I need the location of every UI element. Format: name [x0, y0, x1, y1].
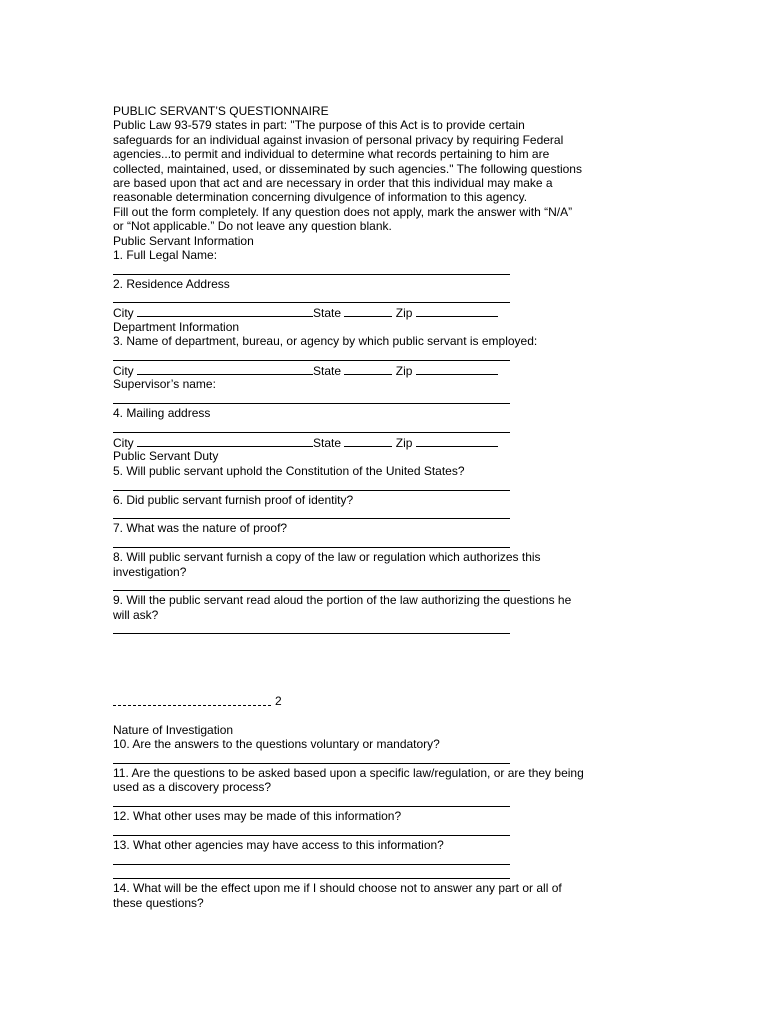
question-read-aloud-cont: will ask?: [113, 607, 159, 622]
question-specific-law: 11. Are the questions to be asked based upon a specific law/regulation, or are they being: [113, 766, 584, 781]
state-blank[interactable]: [344, 363, 392, 375]
section-gap: [113, 709, 633, 723]
city-label: City: [113, 364, 134, 379]
question-nature-of-proof: 7. What was the nature of proof?: [113, 521, 288, 536]
answer-line-supervisor[interactable]: [113, 392, 510, 406]
page-gap: [113, 636, 633, 694]
answer-line-voluntary-or-mandatory[interactable]: [113, 752, 510, 766]
section-heading-public-servant-duty: Public Servant Duty: [113, 449, 219, 464]
questionnaire-page: [113, 104, 633, 910]
city-blank[interactable]: [137, 435, 313, 447]
page-number: 2: [275, 694, 282, 709]
intro-line: Fill out the form completely. If any question does not apply, mark the answer with “N/A”: [113, 204, 573, 219]
intro-line: agencies...to permit and individual to determine what records pertaining to him are: [113, 147, 550, 162]
question-effect-of-not-answering: 14. What will be the effect upon me if I should choose not to answer any part or all of: [113, 881, 562, 896]
page-separator: [113, 694, 633, 708]
answer-line-full-legal-name[interactable]: [113, 262, 510, 276]
zip-blank[interactable]: [416, 305, 498, 317]
document-title: PUBLIC SERVANT’S QUESTIONNAIRE: [113, 104, 329, 118]
city-state-zip-row: [113, 305, 633, 319]
answer-line-other-agencies-2[interactable]: [113, 867, 510, 881]
question-copy-of-law: 8. Will public servant furnish a copy of the law or regulation which authorizes this: [113, 550, 541, 565]
city-label: City: [113, 306, 134, 321]
city-label: City: [113, 435, 134, 450]
question-full-legal-name: 1. Full Legal Name:: [113, 247, 218, 262]
state-label: State: [313, 306, 342, 321]
state-label: State: [313, 435, 342, 450]
answer-line-nature-of-proof[interactable]: [113, 536, 510, 550]
question-read-aloud: 9. Will the public servant read aloud the portion of the law authorizing the questions he: [113, 593, 572, 608]
answer-line-uphold-constitution[interactable]: [113, 478, 510, 492]
state-label: State: [313, 364, 342, 379]
supervisor-label: Supervisor’s name:: [113, 377, 216, 392]
answer-line-proof-of-identity[interactable]: [113, 507, 510, 521]
answer-line-other-uses[interactable]: [113, 824, 510, 838]
question-voluntary-or-mandatory: 10. Are the answers to the questions voluntary or mandatory?: [113, 737, 440, 752]
section-heading-nature-of-investigation: Nature of Investigation: [113, 722, 234, 737]
answer-line-specific-law[interactable]: [113, 795, 510, 809]
question-other-uses: 12. What other uses may be made of this information?: [113, 809, 402, 824]
question-other-agencies: 13. What other agencies may have access to this information?: [113, 837, 444, 852]
section-heading-public-servant-info: Public Servant Information: [113, 233, 254, 248]
answer-line-copy-of-law[interactable]: [113, 579, 510, 593]
question-proof-of-identity: 6. Did public servant furnish proof of identity?: [113, 492, 354, 507]
intro-line: reasonable determination concerning divulgence of information to this agency.: [113, 190, 528, 205]
intro-line: collected, maintained, used, or disseminated by such agencies." The following questions: [113, 161, 582, 176]
city-blank[interactable]: [137, 363, 313, 375]
question-uphold-constitution: 5. Will public servant uphold the Constitution of the United States?: [113, 463, 465, 478]
question-effect-of-not-answering-cont: these questions?: [113, 895, 204, 910]
city-state-zip-row: [113, 363, 633, 377]
zip-label: Zip: [395, 435, 413, 450]
zip-blank[interactable]: [416, 435, 498, 447]
question-specific-law-cont: used as a discovery process?: [113, 780, 272, 795]
section-heading-department-info: Department Information: [113, 319, 240, 334]
answer-line-mailing-address[interactable]: [113, 421, 510, 435]
intro-line: or “Not applicable.” Do not leave any question blank.: [113, 219, 392, 234]
answer-line-other-agencies[interactable]: [113, 852, 510, 866]
intro-line: are based upon that act and are necessary in order that this individual may make a: [113, 175, 553, 190]
question-department-name: 3. Name of department, bureau, or agency by which public servant is employed:: [113, 334, 538, 349]
intro-line: Public Law 93-579 states in part: "The purpose of this Act is to provide certain: [113, 118, 525, 133]
zip-label: Zip: [395, 364, 413, 379]
zip-label: Zip: [395, 306, 413, 321]
question-mailing-address: 4. Mailing address: [113, 406, 211, 421]
state-blank[interactable]: [344, 435, 392, 447]
answer-line-department-name[interactable]: [113, 349, 510, 363]
state-blank[interactable]: [344, 305, 392, 317]
question-residence-address: 2. Residence Address: [113, 276, 230, 291]
question-copy-of-law-cont: investigation?: [113, 564, 187, 579]
city-blank[interactable]: [137, 305, 313, 317]
intro-line: safeguards for an individual against invasion of personal privacy by requiring Federal: [113, 132, 564, 147]
city-state-zip-row: [113, 435, 633, 449]
answer-line-read-aloud[interactable]: [113, 622, 510, 636]
zip-blank[interactable]: [416, 363, 498, 375]
intro-paragraph: [113, 118, 633, 233]
answer-line-residence-address[interactable]: [113, 291, 510, 305]
separator-dashes: [113, 698, 271, 706]
